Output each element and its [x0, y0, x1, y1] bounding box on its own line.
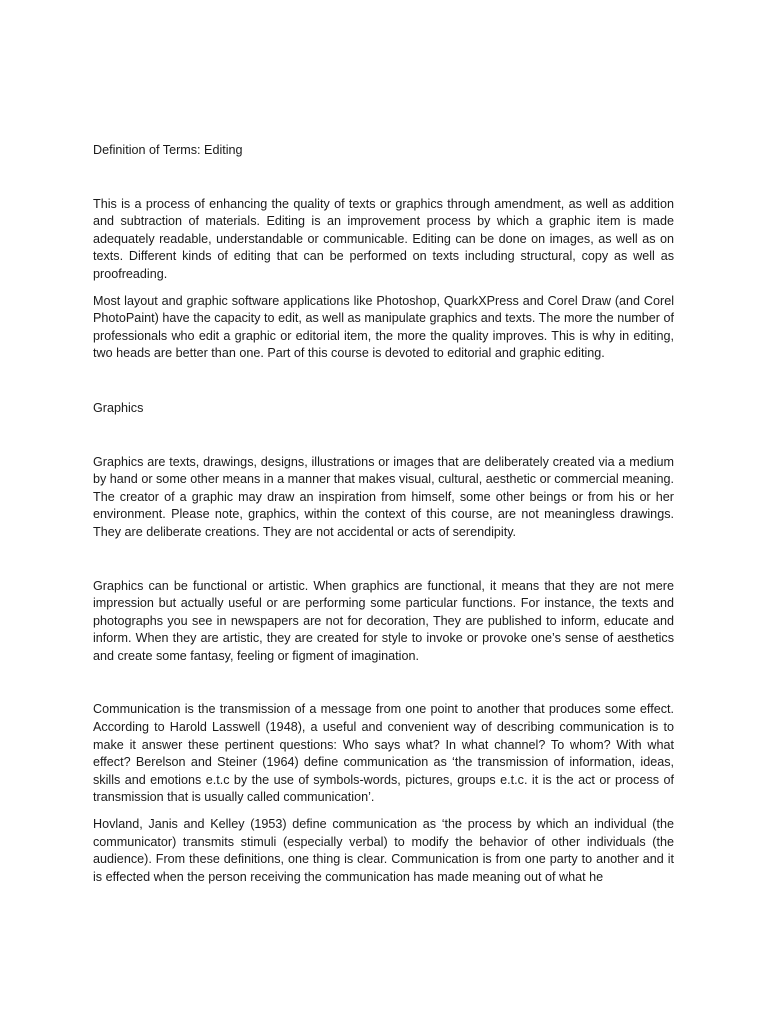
document-body	[93, 142, 674, 886]
paragraph-editing-1: This is a process of enhancing the quality of texts or graphics through amendment, as well as addition and subtraction of materials. Editing is an improvement process by which a graphic item is made adequately readable, understandable or communicable. Editing can be done on images, as well as on texts. Different kinds of editing that can be performed on texts including structural, copy as well as proofreading.	[93, 196, 674, 281]
paragraph-editing-2: Most layout and graphic software applications like Photoshop, QuarkXPress and Corel Draw (and Corel PhotoPaint) have the capacity to edit, as well as manipulate graphics and texts. The more the number of professionals who edit a graphic or editorial item, the more the quality improves. This is why in editing, two heads are better than one. Part of this course is devoted to editorial and graphic editing.	[93, 293, 674, 361]
paragraph-graphics-2: Graphics can be functional or artistic. When graphics are functional, it means that they are not mere impression but actually useful or are performing some particular functions. For instance, the texts and photographs you see in newspapers are not for decoration, They are published to inform, educate and inform. When they are artistic, they are created for style to invoke or provoke one’s sense of aesthetics and create some fantasy, feeling or figment of imagination.	[93, 578, 674, 663]
heading-graphics: Graphics	[93, 400, 144, 415]
heading-editing: Definition of Terms: Editing	[93, 143, 243, 157]
paragraph-communication-2: Hovland, Janis and Kelley (1953) define communication as ‘the process by which an individual (the communicator) transmits stimuli (especially verbal) to modify the behavior of other individuals (the audience). From these definitions, one thing is clear. Communication is from one party to another and it is effected when the person receiving the communication has made meaning out of what he	[93, 817, 674, 884]
paragraph-communication-1: Communication is the transmission of a message from one point to another that produces some effect. According to Harold Lasswell (1948), a useful and convenient way of describing communication is to make it answer these pertinent questions: Who says what? In what channel? To whom? With what effect? Berelson and Steiner (1964) define communication as ‘the transmission of information, ideas, skills and emotions e.t.c by the use of symbols-words, pictures, groups e.t.c. it is the act or process of transmission that is usually called communication’.	[93, 702, 674, 805]
paragraph-graphics-1: Graphics are texts, drawings, designs, illustrations or images that are deliberately created via a medium by hand or some other means in a manner that makes visual, cultural, aesthetic or commercial meaning. The creator of a graphic may draw an inspiration from himself, some other beings or from his or her environment. Please note, graphics, within the context of this course, are not meaningless drawings. They are deliberate creations. They are not accidental or acts of serendipity.	[93, 454, 674, 539]
